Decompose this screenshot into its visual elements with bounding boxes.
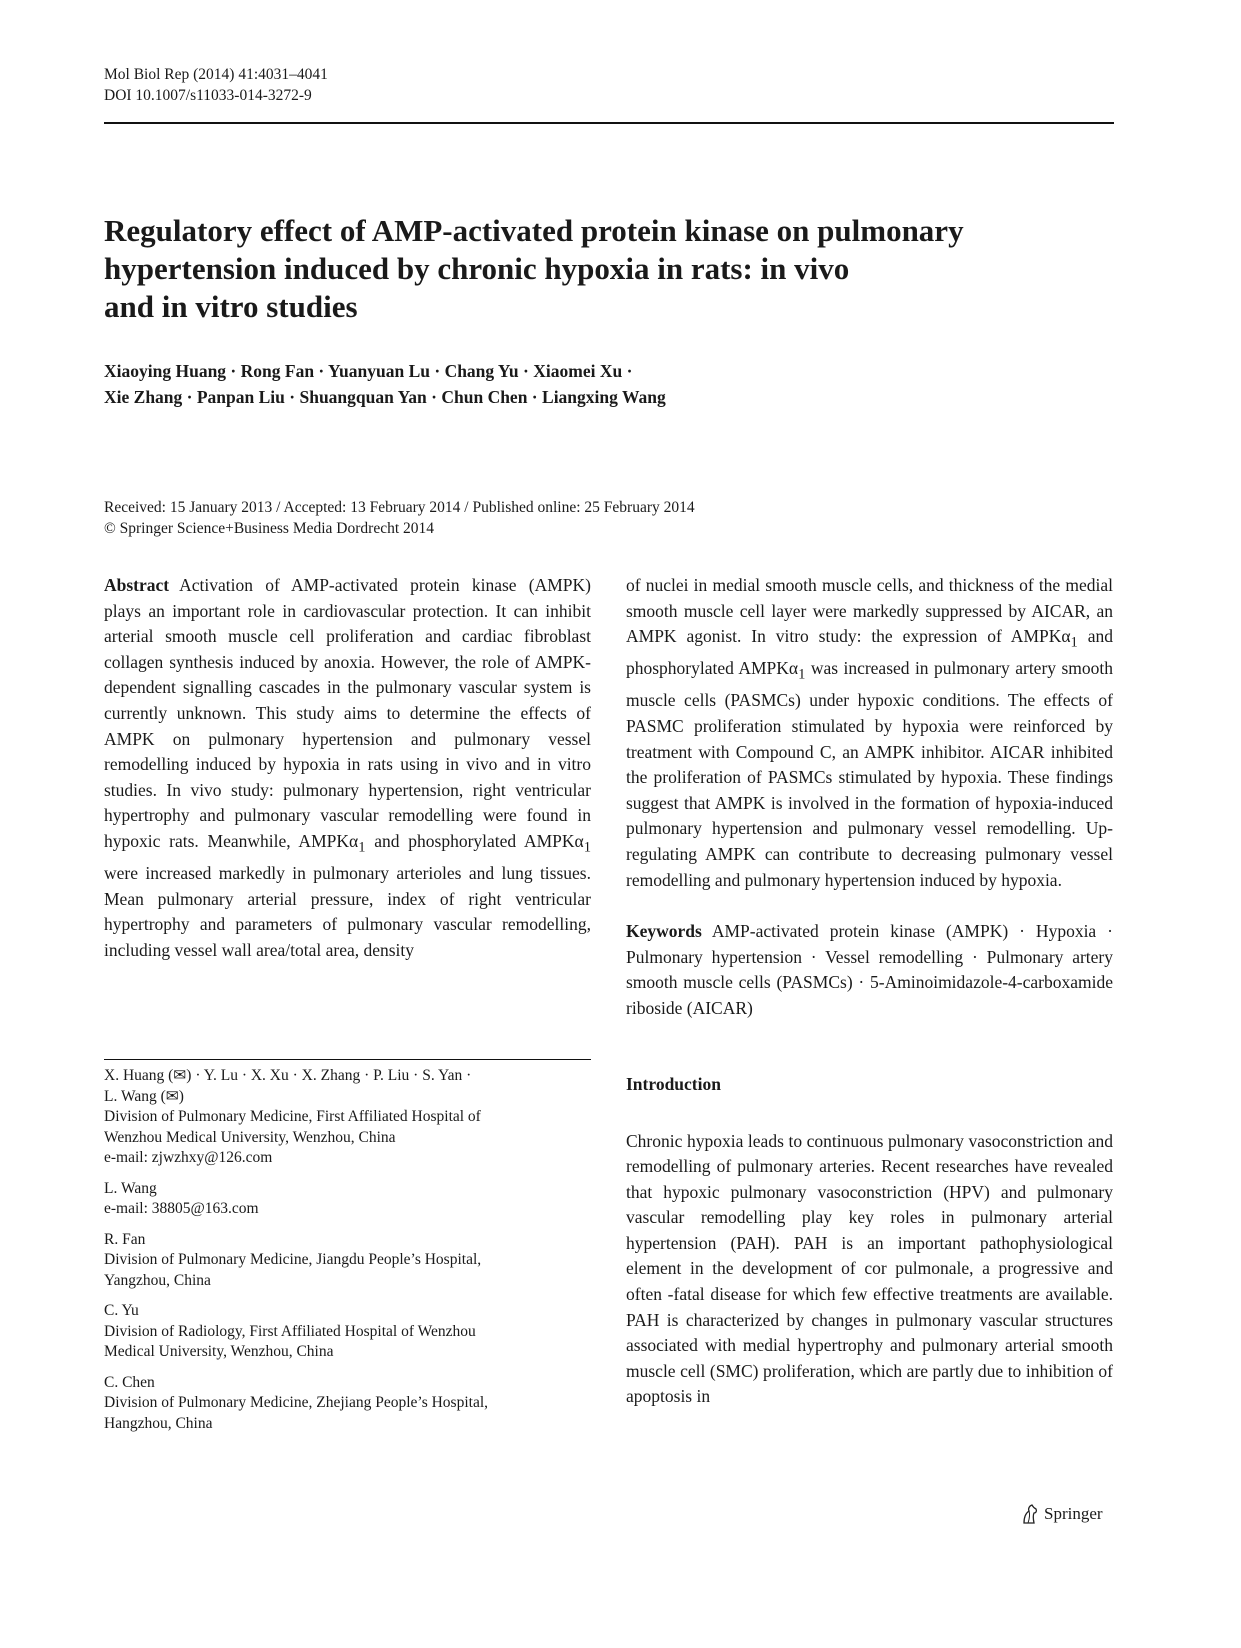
affiliations [104,1066,591,1444]
abstract-paragraph [104,573,591,963]
copyright-line: © Springer Science+Business Media Dordrecht 2014 [104,520,435,537]
affiliation-line: L. Wang [104,1179,157,1197]
keywords-paragraph [626,919,1113,1021]
article-title [104,212,1064,326]
affiliation-line: Division of Pulmonary Medicine, Jiangdu People’s Hospital, [104,1251,482,1268]
title-line: and in vitro studies [104,289,358,324]
affiliation-email[interactable]: e-mail: 38805@163.com [104,1200,259,1217]
abstract-text: of nuclei in medial smooth muscle cells, and thickness of the medial smooth muscle cell layer were markedly suppressed by AICAR, an AMPK agonist. In vitro study: the expression of AMPKα [626,575,1113,647]
header-rule [104,122,1114,124]
affiliation-entry [104,1179,591,1220]
subscript: 1 [1070,634,1078,651]
journal-header [104,64,328,106]
keywords-text: AMP-activated protein kinase (AMPK) · Hypoxia · Pulmonary hypertension · Vessel remodelling · Pulmonary artery smooth muscle cells (PASMCs) · 5-Aminoimidazole-4-carboxamide riboside (AICAR) [626,921,1113,1018]
introduction-heading: Introduction [626,1073,721,1094]
affiliation-email[interactable]: e-mail: zjwzhxy@126.com [104,1149,273,1166]
subscript: 1 [358,839,366,856]
affiliation-line: C. Chen [104,1373,155,1391]
affiliation-line: C. Yu [104,1302,139,1319]
affiliation-line: Division of Pulmonary Medicine, First Affiliated Hospital of [104,1108,481,1125]
author-line: Xie Zhang · Panpan Liu · Shuangquan Yan · Chun Chen · Liangxing Wang [104,387,666,407]
publication-dates [104,497,695,539]
affiliation-rule [104,1059,591,1060]
affiliation-line: Hangzhou, China [104,1414,213,1432]
publisher-name: Springer [1044,1504,1103,1523]
affiliation-entry [104,1066,591,1169]
affiliation-line: Division of Pulmonary Medicine, Zhejiang People’s Hospital, [104,1394,489,1411]
right-column [626,573,1113,1410]
affiliation-line: Wenzhou Medical University, Wenzhou, China [104,1128,396,1146]
author-line: Xiaoying Huang · Rong Fan · Yuanyuan Lu · Chang Yu · Xiaomei Xu · [104,361,633,381]
publisher-logo [1020,1503,1103,1525]
affiliation-line: Medical University, Wenzhou, China [104,1343,334,1360]
date-line: Received: 15 January 2013 / Accepted: 13 February 2014 / Published online: 25 February 2014 [104,499,695,516]
left-column [104,573,591,963]
abstract-text: and phosphorylated AMPKα [365,830,584,851]
author-list [104,358,666,410]
abstract-text: were increased markedly in pulmonary arterioles and lung tissues. Mean pulmonary arterial pressure, index of right ventricular hypertrophy and parameters of pulmonary vascular remodelling, including vessel wall area/total area, density [104,863,591,960]
affiliation-entry [104,1301,591,1363]
abstract-continuation [626,573,1113,893]
title-line: hypertension induced by chronic hypoxia in rats: in vivo [104,251,850,286]
affiliation-line: Yangzhou, China [104,1271,211,1289]
affiliation-line: X. Huang (✉) · Y. Lu · X. Xu · X. Zhang · P. Liu · S. Yan · [104,1067,472,1084]
doi: DOI 10.1007/s11033-014-3272-9 [104,87,312,104]
abstract-text: Activation of AMP-activated protein kinase (AMPK) plays an important role in cardiovascular protection. It can inhibit arterial smooth muscle cell proliferation and cardiac fibroblast collagen synthesis induced by anoxia. However, the role of AMPK-dependent signalling cascades in the pulmonary vascular system is currently unknown. This study aims to determine the effects of AMPK on pulmonary hypertension and pulmonary vessel remodelling induced by hypoxia in rats using in vivo and in vitro studies. In vivo study: pulmonary hypertension, right ventricular hypertrophy and pulmonary vascular remodelling were found in hypoxic rats. Meanwhile, AMPKα [104,575,591,851]
affiliation-line: L. Wang (✉) [104,1087,184,1105]
journal-citation: Mol Biol Rep (2014) 41:4031–4041 [104,66,328,83]
affiliation-entry [104,1230,591,1292]
abstract-text: and phosphorylated AMPKα [626,626,1113,679]
springer-horse-icon [1020,1503,1040,1525]
subscript: 1 [798,666,806,683]
title-line: Regulatory effect of AMP-activated protein kinase on pulmonary [104,213,964,248]
affiliation-line: Division of Radiology, First Affiliated Hospital of Wenzhou [104,1322,476,1340]
keywords-label: Keywords [626,921,702,942]
introduction-paragraph: Chronic hypoxia leads to continuous pulmonary vasoconstriction and remodelling of pulmonary arteries. Recent researches have revealed that hypoxic pulmonary vasoconstriction (HPV) and pulmonary vascular remodelling play key roles in pulmonary arterial hypertension (PAH). PAH is an important pathophysiological element in the development of cor pulmonale, a progressive and often -fatal disease for which few effective treatments are available. PAH is characterized by changes in pulmonary vascular structures associated with medial hypertrophy and pulmonary arterial smooth muscle cell (SMC) proliferation, which are partly due to inhibition of apoptosis in [626,1130,1113,1407]
affiliation-line: R. Fan [104,1230,146,1248]
abstract-text: was increased in pulmonary artery smooth muscle cells (PASMCs) under hypoxic conditions. The effects of PASMC proliferation stimulated by hypoxia were reinforced by treatment with Compound C, an AMPK inhibitor. AICAR inhibited the proliferation of PASMCs stimulated by hypoxia. These findings suggest that AMPK is involved in the formation of hypoxia-induced pulmonary hypertension and pulmonary vessel remodelling. Up-regulating AMPK can contribute to decreasing pulmonary vessel remodelling and pulmonary hypertension induced by hypoxia. [626,658,1113,890]
affiliation-entry [104,1373,591,1435]
subscript: 1 [583,839,591,856]
abstract-label: Abstract [104,575,170,595]
